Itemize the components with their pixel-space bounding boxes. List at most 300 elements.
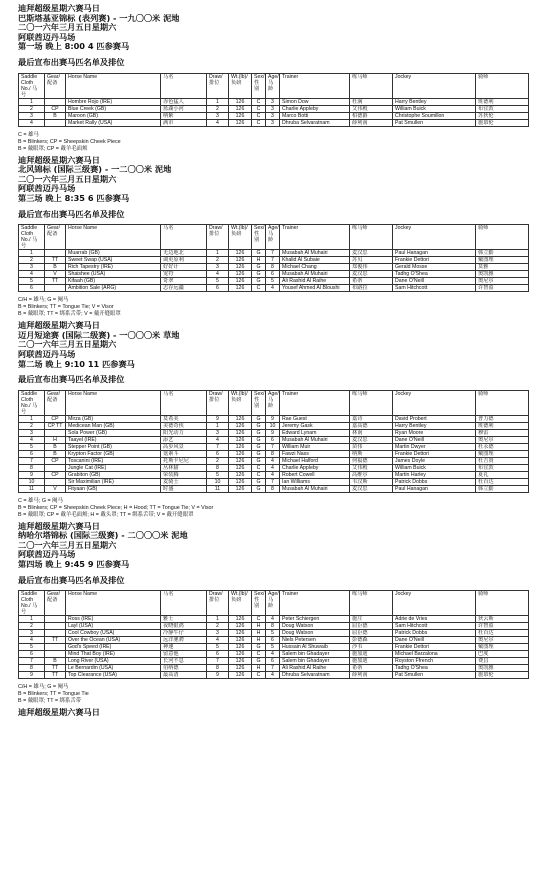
- table-cell: 苏狄伦: [476, 112, 529, 119]
- table-row: [19, 257, 529, 264]
- table-cell: Sam Hitchcott: [393, 285, 476, 292]
- table-cell: [45, 98, 66, 105]
- table-cell: TT: [45, 672, 66, 679]
- table-cell: 126: [229, 450, 252, 457]
- table-cell: 郑俊伟: [350, 264, 393, 271]
- table-cell: God's Speed (IRE): [66, 644, 161, 651]
- table-row: [19, 112, 529, 119]
- header-row: [19, 591, 529, 616]
- table-cell: 丛林猫: [161, 464, 207, 471]
- column-header: Draw/ 排位: [207, 591, 229, 616]
- table-cell: C: [252, 471, 266, 478]
- table-cell: Mind That Boy (IRE): [66, 651, 161, 658]
- table-cell: Harry Bentley: [393, 422, 476, 429]
- column-header: Sex/ 性别: [252, 225, 266, 250]
- table-cell: 126: [229, 436, 252, 443]
- table-cell: 莫雅: [476, 264, 529, 271]
- table-cell: 1: [207, 616, 229, 623]
- table-cell: 126: [229, 471, 252, 478]
- table-cell: Over the Ocean (USA): [66, 637, 161, 644]
- race-block: [18, 4, 538, 153]
- table-body: [19, 616, 529, 679]
- table-cell: G: [252, 450, 266, 457]
- table-cell: 3: [266, 112, 280, 119]
- table-cell: 6: [266, 436, 280, 443]
- table-cell: 普力德: [476, 415, 529, 422]
- table-cell: 126: [229, 665, 252, 672]
- table-cell: 126: [229, 443, 252, 450]
- column-header: 马名: [161, 225, 207, 250]
- closing-title: 迪拜超级星期六赛马日: [18, 707, 100, 718]
- table-cell: G: [252, 264, 266, 271]
- table-cell: Shaishee (USA): [66, 271, 161, 278]
- column-header: Trainer: [280, 390, 350, 415]
- table-cell: 126: [229, 651, 252, 658]
- table-cell: Salem bin Ghadayer: [280, 658, 350, 665]
- table-cell: Frankie Dettori: [393, 450, 476, 457]
- table-cell: 126: [229, 285, 252, 292]
- table-cell: Le Bernardin (USA): [66, 665, 161, 672]
- table-cell: 5: [19, 278, 45, 285]
- table-cell: 托斯卡尼尼: [161, 457, 207, 464]
- table-cell: Stepper Point (GB): [66, 443, 161, 450]
- table-cell: 1: [19, 98, 45, 105]
- column-header: Jockey: [393, 591, 476, 616]
- legend-line: B = 戴眼罩; TT = 绑系舌带; V = 戴开缝眼罩: [18, 311, 121, 318]
- table-row: [19, 119, 529, 126]
- table-cell: 杜百达: [476, 630, 529, 637]
- table-cell: 126: [229, 278, 252, 285]
- race-date: 二〇一六年三月五日星期六: [18, 22, 117, 33]
- table-cell: 柏德爵: [350, 112, 393, 119]
- table-row: [19, 105, 529, 112]
- table-cell: Tadhg O'Shea: [393, 271, 476, 278]
- table-cell: 3: [207, 264, 229, 271]
- table-cell: C: [252, 285, 266, 292]
- race-number-line: 第四场 晚上 9:45 9 匹参赛马: [18, 559, 130, 570]
- table-cell: Maroon (GB): [66, 112, 161, 119]
- table-cell: 2: [19, 257, 45, 264]
- column-header: Age/ 马龄: [266, 73, 280, 98]
- table-cell: 狄云斯: [476, 616, 529, 623]
- table-cell: Ryan Moore: [393, 429, 476, 436]
- table-cell: Khalid Al Subaie: [280, 257, 350, 264]
- table-cell: 无边地北: [161, 250, 207, 257]
- column-header: Trainer: [280, 591, 350, 616]
- table-cell: 8: [266, 264, 280, 271]
- table-cell: 126: [229, 478, 252, 485]
- table-row: [19, 264, 529, 271]
- column-header: 练马师: [350, 390, 393, 415]
- column-header: Saddle Cloth No./ 马号: [19, 73, 45, 98]
- table-cell: 9: [19, 672, 45, 679]
- table-cell: Ali Rashid Al Raihe: [280, 278, 350, 285]
- table-cell: Ali Rashid Al Raihe: [280, 665, 350, 672]
- table-cell: Paul Hanagan: [393, 485, 476, 492]
- table-cell: Medicean Man (GB): [66, 422, 161, 429]
- table-cell: 4: [19, 637, 45, 644]
- table-cell: 126: [229, 415, 252, 422]
- table-cell: 2: [207, 105, 229, 112]
- table-cell: 布宜敦: [476, 464, 529, 471]
- table-cell: 艾伟殿: [350, 464, 393, 471]
- table-cell: 4: [266, 616, 280, 623]
- race-day-title: 迪拜超级星期六赛马日: [18, 3, 100, 13]
- table-cell: 126: [229, 98, 252, 105]
- table-cell: G: [252, 278, 266, 285]
- table-cell: Sola Power (GB): [66, 429, 161, 436]
- table-cell: Peter Schiergen: [280, 616, 350, 623]
- table-cell: 126: [229, 616, 252, 623]
- table-cell: C: [252, 105, 266, 112]
- table-cell: Niels Petersen: [280, 637, 350, 644]
- table-cell: 126: [229, 630, 252, 637]
- table-cell: 6: [207, 651, 229, 658]
- table-cell: 7: [266, 250, 280, 257]
- section-title: 最后宣布出赛马匹名单及排位: [18, 56, 125, 67]
- table-cell: Top Clearance (USA): [66, 672, 161, 679]
- table-cell: CP TT: [45, 422, 66, 429]
- column-header: Sex/ 性别: [252, 73, 266, 98]
- spacer: [18, 570, 538, 575]
- table-cell: 杜永德: [476, 443, 529, 450]
- table-cell: Gerald Mosse: [393, 264, 476, 271]
- table-cell: G: [252, 436, 266, 443]
- column-header: Wt.(lb)/ 负磅: [229, 73, 252, 98]
- table-cell: 9: [207, 415, 229, 422]
- legend-line: C = 雄马: [18, 131, 39, 138]
- table-cell: B: [45, 658, 66, 665]
- table-cell: 7: [266, 257, 280, 264]
- table-cell: James Doyle: [393, 457, 476, 464]
- table-cell: Long River (USA): [66, 658, 161, 665]
- table-cell: Ross (IRE): [66, 616, 161, 623]
- table-cell: 126: [229, 264, 252, 271]
- table-cell: 希蒂: [350, 665, 393, 672]
- table-row: [19, 478, 529, 485]
- race-venue: 阿联酋迈丹马场: [18, 183, 76, 194]
- table-cell: [45, 616, 66, 623]
- table-cell: 126: [229, 623, 252, 630]
- table-cell: 阳光动力: [161, 429, 207, 436]
- table-cell: 满市: [161, 119, 207, 126]
- race-day-title: 迪拜超级星期六赛马日: [18, 320, 100, 331]
- table-cell: 10: [19, 478, 45, 485]
- table-cell: [45, 644, 66, 651]
- table-cell: B: [45, 264, 66, 271]
- table-cell: 7: [207, 443, 229, 450]
- table-cell: V: [45, 271, 66, 278]
- column-header: 马名: [161, 73, 207, 98]
- legend-line: B = Blinkers; CP = Sheepskin Cheek Piece; H = Hood; TT = Tongue Tie; V = Visor: [18, 504, 214, 511]
- table-cell: Ian Williams: [280, 478, 350, 485]
- table-cell: Blue Creek (GB): [66, 105, 161, 112]
- column-header: Age/ 马龄: [266, 390, 280, 415]
- table-cell: G: [252, 644, 266, 651]
- table-cell: Pat Smullen: [393, 672, 476, 679]
- table-cell: Robert Cowell: [280, 471, 350, 478]
- table-cell: [45, 429, 66, 436]
- table-cell: 7: [19, 457, 45, 464]
- table-cell: 美德奇侠: [161, 422, 207, 429]
- table-cell: 班德利: [476, 422, 529, 429]
- table-cell: 4: [266, 471, 280, 478]
- table-cell: 8: [19, 464, 45, 471]
- table-cell: 神速: [161, 644, 207, 651]
- table-cell: 5: [266, 644, 280, 651]
- table-cell: 施慕伦: [476, 672, 529, 679]
- column-header: Saddle Cloth No./ 马号: [19, 225, 45, 250]
- table-cell: 126: [229, 271, 252, 278]
- runners-table: [18, 73, 529, 127]
- table-cell: 11: [19, 485, 45, 492]
- table-head: [19, 390, 529, 415]
- section-title: 最后宣布出赛马匹名单及排位: [18, 374, 125, 385]
- table-cell: Hombre Rojo (IRE): [66, 98, 161, 105]
- race-date: 二〇一六年三月五日星期六: [18, 339, 117, 350]
- table-cell: 纳斯: [350, 450, 393, 457]
- race-block: [18, 156, 538, 319]
- column-header: Age/ 马龄: [266, 225, 280, 250]
- table-cell: 屈臣德: [350, 623, 393, 630]
- table-cell: 长河不息: [161, 658, 207, 665]
- table-cell: 雅士: [161, 616, 207, 623]
- table-cell: 最高清: [161, 672, 207, 679]
- table-body: [19, 250, 529, 292]
- table-cell: 奥尼尔: [476, 637, 529, 644]
- column-header: Jockey: [393, 225, 476, 250]
- table-row: [19, 415, 529, 422]
- table-cell: 6: [19, 285, 45, 292]
- table-cell: 126: [229, 672, 252, 679]
- table-cell: V: [45, 485, 66, 492]
- column-header: Wt.(lb)/ 负磅: [229, 591, 252, 616]
- table-cell: 布路拉: [350, 285, 393, 292]
- table-cell: Layl (USA): [66, 623, 161, 630]
- table-row: [19, 471, 529, 478]
- table-cell: 添艺: [161, 436, 207, 443]
- table-cell: 1: [19, 250, 45, 257]
- table-row: [19, 651, 529, 658]
- table-cell: 施慕伦: [476, 119, 529, 126]
- table-cell: 何福德: [350, 457, 393, 464]
- table-cell: Dane O'Neill: [393, 278, 476, 285]
- table-cell: 5: [266, 278, 280, 285]
- table-cell: 麦汉思: [350, 485, 393, 492]
- column-header: Age/ 马龄: [266, 591, 280, 616]
- column-header: Draw/ 排位: [207, 73, 229, 98]
- column-header: Draw/ 排位: [207, 225, 229, 250]
- table-cell: 126: [229, 429, 252, 436]
- table-cell: 1: [207, 422, 229, 429]
- table-cell: 2: [19, 105, 45, 112]
- table-cell: 4: [19, 119, 45, 126]
- table-cell: 8: [266, 485, 280, 492]
- table-row: [19, 637, 529, 644]
- table-cell: [45, 119, 66, 126]
- column-header: Wt.(lb)/ 负磅: [229, 225, 252, 250]
- table-cell: Grabiton (GB): [66, 471, 161, 478]
- table-cell: H: [252, 623, 266, 630]
- table-cell: Dhruba Selvaratnam: [280, 119, 350, 126]
- table-cell: Cool Cowboy (USA): [66, 630, 161, 637]
- table-cell: Dane O'Neill: [393, 436, 476, 443]
- table-cell: Yousef Ahmed Al Bloushi: [280, 285, 350, 292]
- column-header: Trainer: [280, 225, 350, 250]
- table-cell: 6: [19, 651, 45, 658]
- table-cell: Mirza (GB): [66, 415, 161, 422]
- table-cell: CP: [45, 457, 66, 464]
- table-cell: 126: [229, 457, 252, 464]
- table-cell: Pat Smullen: [393, 119, 476, 126]
- table-row: [19, 623, 529, 630]
- column-header: 骑师: [476, 225, 529, 250]
- table-row: [19, 457, 529, 464]
- table-cell: 冷静牛仔: [161, 630, 207, 637]
- table-cell: 夏礼: [476, 471, 529, 478]
- table-cell: 3: [19, 429, 45, 436]
- table-cell: 许智盈: [476, 623, 529, 630]
- table-cell: 高步风景: [161, 443, 207, 450]
- table-cell: William Buick: [393, 105, 476, 112]
- legend-line: B = 戴眼罩; CP = 戴羊毛面颊; H = 戴头罩; TT = 绑系舌带; V = 戴开缝眼罩: [18, 511, 194, 518]
- table-cell: Michael Chang: [280, 264, 350, 271]
- table-cell: Harry Bentley: [393, 98, 476, 105]
- column-header: Sex/ 性别: [252, 591, 266, 616]
- table-cell: 韩立勤: [476, 250, 529, 257]
- table-cell: B: [45, 450, 66, 457]
- table-cell: Patrick Dobbs: [393, 478, 476, 485]
- table-cell: 5: [207, 471, 229, 478]
- legend-line: C = 雄马; G = 阉马: [18, 497, 63, 504]
- spacer: [18, 204, 538, 209]
- column-header: Gear/ 配备: [45, 225, 66, 250]
- table-cell: 2: [19, 422, 45, 429]
- table-cell: 126: [229, 464, 252, 471]
- table-cell: 10: [266, 422, 280, 429]
- table-cell: 126: [229, 485, 252, 492]
- table-cell: 2: [207, 623, 229, 630]
- table-cell: 7: [266, 443, 280, 450]
- table-row: [19, 278, 529, 285]
- column-header: Sex/ 性别: [252, 390, 266, 415]
- table-cell: 留意他: [161, 651, 207, 658]
- legend-line: B = 戴眼罩; TT = 绑系舌带: [18, 698, 82, 705]
- table-cell: Musabah Al Muhairi: [280, 436, 350, 443]
- column-header: Jockey: [393, 390, 476, 415]
- table-cell: 薛利南: [350, 672, 393, 679]
- table-cell: 5: [207, 644, 229, 651]
- table-cell: Muarrab (GB): [66, 250, 161, 257]
- race-title: 纳哈尔塔锦标 (国际三级赛) - 二〇〇〇米 泥地: [18, 530, 188, 541]
- table-cell: Dane O'Neill: [393, 637, 476, 644]
- table-cell: 苗伟: [350, 443, 393, 450]
- table-cell: TT: [45, 257, 66, 264]
- table-cell: Fawzi Nass: [280, 450, 350, 457]
- table-cell: 嘉诗: [350, 415, 393, 422]
- table-cell: 5: [207, 278, 229, 285]
- table-cell: 9: [207, 672, 229, 679]
- table-cell: 5: [19, 644, 45, 651]
- race-block: [18, 522, 538, 706]
- table-cell: C: [252, 112, 266, 119]
- table-cell: 戴图理: [476, 644, 529, 651]
- table-cell: Sweet Swap (USA): [66, 257, 161, 264]
- table-body: [19, 415, 529, 492]
- table-row: [19, 630, 529, 637]
- table-cell: 巴度: [476, 651, 529, 658]
- table-cell: Simon Dow: [280, 98, 350, 105]
- table-cell: G: [252, 429, 266, 436]
- table-cell: Toscanini (IRE): [66, 457, 161, 464]
- table-cell: 7: [19, 658, 45, 665]
- table-cell: B: [45, 112, 66, 119]
- table-cell: G: [252, 485, 266, 492]
- table-cell: 9: [266, 429, 280, 436]
- table-cell: Musabah Al Muhairi: [280, 485, 350, 492]
- table-cell: CP: [45, 105, 66, 112]
- table-row: [19, 429, 529, 436]
- column-header: Trainer: [280, 73, 350, 98]
- table-cell: C: [252, 616, 266, 623]
- table-cell: 126: [229, 257, 252, 264]
- table-cell: 3: [19, 112, 45, 119]
- table-cell: 7: [207, 658, 229, 665]
- table-cell: Frankie Dettori: [393, 257, 476, 264]
- table-cell: Sir Maximilian (IRE): [66, 478, 161, 485]
- table-cell: H: [252, 637, 266, 644]
- table-cell: CP: [45, 471, 66, 478]
- table-row: [19, 271, 529, 278]
- table-cell: David Probert: [393, 415, 476, 422]
- table-cell: Kifaah (GB): [66, 278, 161, 285]
- table-cell: 麦汉思: [350, 436, 393, 443]
- table-body: [19, 98, 529, 126]
- table-cell: 10: [207, 478, 229, 485]
- table-cell: 4: [266, 457, 280, 464]
- table-row: [19, 644, 529, 651]
- race-date: 二〇一六年三月五日星期六: [18, 173, 117, 184]
- table-cell: 8: [19, 665, 45, 672]
- table-cell: 6: [19, 450, 45, 457]
- section-title: 最后宣布出赛马匹名单及排位: [18, 208, 125, 219]
- table-cell: 8: [266, 450, 280, 457]
- table-cell: Rich Tapestry (IRE): [66, 264, 161, 271]
- column-header: Horse Name: [66, 73, 161, 98]
- column-header: Saddle Cloth No./ 马号: [19, 591, 45, 616]
- table-row: [19, 464, 529, 471]
- table-row: [19, 450, 529, 457]
- table-cell: H: [45, 436, 66, 443]
- column-header: 练马师: [350, 73, 393, 98]
- table-row: [19, 443, 529, 450]
- table-cell: C: [252, 651, 266, 658]
- race-number-line: 第二场 晚上 9:10 11 匹参赛马: [18, 358, 135, 369]
- runners-table: [18, 224, 529, 292]
- table-cell: [45, 623, 66, 630]
- table-cell: 班德利: [476, 98, 529, 105]
- table-cell: [45, 285, 66, 292]
- table-cell: 4: [207, 637, 229, 644]
- table-row: [19, 436, 529, 443]
- header-row: [19, 225, 529, 250]
- table-cell: 5: [19, 443, 45, 450]
- table-cell: 2: [207, 457, 229, 464]
- table-cell: 奥尼尔: [476, 436, 529, 443]
- table-cell: 4: [19, 436, 45, 443]
- table-cell: 希蒂: [350, 278, 393, 285]
- table-cell: 林南: [350, 429, 393, 436]
